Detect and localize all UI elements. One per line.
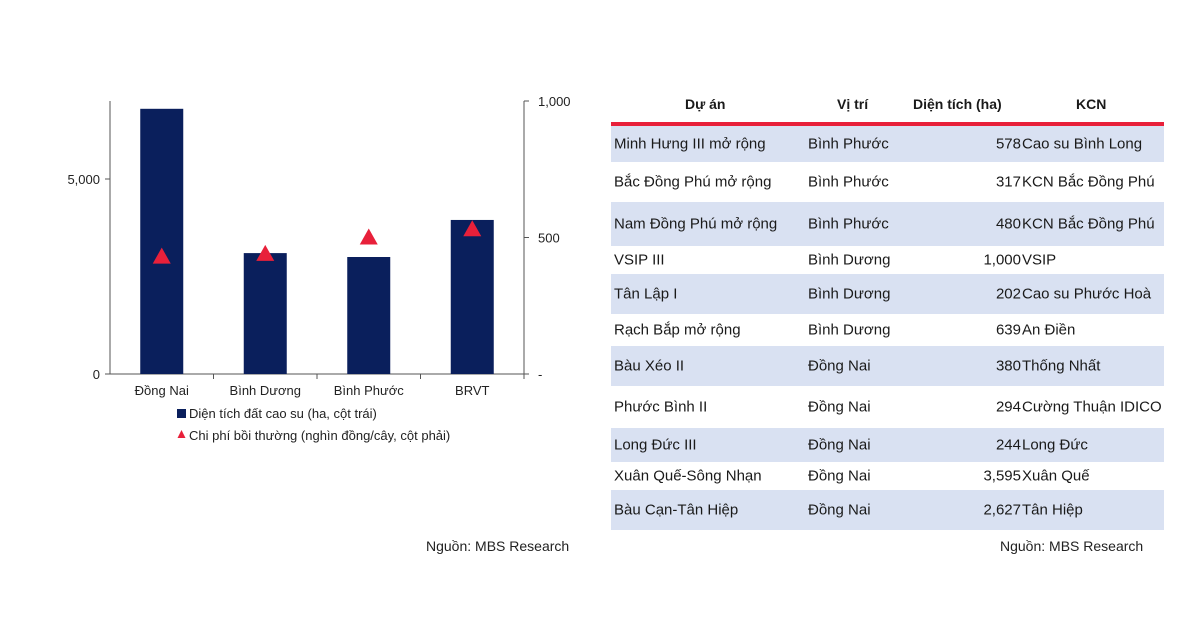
x-tick-label: BRVT: [455, 383, 490, 398]
table-row: [611, 428, 1164, 462]
table-row: [611, 346, 1164, 386]
y-right-tick-label: 500: [538, 230, 560, 246]
bar-2: [347, 257, 390, 374]
cell-area: 3,595: [983, 467, 1021, 485]
cell-location: Bình Phước: [808, 173, 889, 191]
cell-area: 2,627: [983, 501, 1021, 519]
cell-kcn: An Điền: [1022, 321, 1076, 339]
chart-source: Nguồn: MBS Research: [426, 538, 570, 554]
cell-kcn: Cao su Phước Hoà: [1022, 285, 1152, 303]
bar-0: [140, 109, 183, 374]
legend-marker-label: Chi phí bồi thường (nghìn đồng/cây, cột phải): [189, 428, 451, 443]
cell-kcn: Long Đức: [1022, 436, 1088, 454]
cell-kcn: Cao su Bình Long: [1022, 135, 1143, 153]
cell-kcn: VSIP: [1022, 251, 1057, 269]
table-row: [611, 126, 1164, 162]
cell-name: Minh Hưng III mở rộng: [614, 135, 766, 153]
cell-area: 244: [995, 436, 1021, 454]
table-source: Nguồn: MBS Research: [1000, 538, 1144, 554]
legend-bar-label: Diện tích đất cao su (ha, cột trái): [189, 406, 377, 421]
projects-table: [611, 88, 1164, 530]
cell-location: Đồng Nai: [808, 398, 871, 416]
cell-kcn: KCN Bắc Đồng Phú: [1022, 215, 1155, 233]
cell-area: 380: [995, 357, 1021, 375]
x-tick-label: Bình Phước: [333, 383, 404, 398]
cell-area: 202: [995, 285, 1021, 303]
cell-area: 294: [995, 398, 1021, 416]
cell-location: Bình Dương: [808, 251, 891, 269]
bar-3: [451, 220, 494, 374]
table-header: [611, 88, 1164, 122]
table-row: [611, 462, 1164, 490]
x-tick-label: Đồng Nai: [134, 383, 189, 398]
table-row: [611, 314, 1164, 346]
cell-area: 578: [995, 135, 1021, 153]
legend-bar-swatch: [177, 409, 186, 418]
cell-kcn: Cường Thuận IDICO: [1022, 398, 1162, 416]
bar-1: [244, 253, 287, 374]
cell-name: Phước Bình II: [614, 398, 708, 416]
header-area: Diện tích (ha): [913, 96, 1002, 112]
cell-area: 1,000: [983, 251, 1021, 269]
table-row: [611, 162, 1164, 202]
cell-area: 317: [995, 173, 1021, 191]
marker-2: [360, 229, 378, 245]
cell-location: Bình Phước: [808, 215, 889, 233]
x-tick-label: Bình Dương: [229, 383, 301, 398]
cell-location: Đồng Nai: [808, 467, 871, 485]
header-kcn: KCN: [1076, 96, 1107, 112]
cell-name: Long Đức III: [614, 436, 697, 454]
cell-name: Bàu Cạn-Tân Hiệp: [614, 501, 739, 519]
marker-1: [256, 245, 274, 261]
cell-kcn: Thống Nhất: [1022, 357, 1101, 375]
y-left-tick-label: 0: [92, 367, 100, 382]
cell-kcn: KCN Bắc Đồng Phú: [1022, 173, 1155, 191]
cell-area: 480: [995, 215, 1021, 233]
cell-location: Bình Dương: [808, 285, 891, 303]
cell-location: Đồng Nai: [808, 357, 871, 375]
cell-name: Rạch Bắp mở rộng: [614, 321, 741, 339]
cell-name: VSIP III: [614, 251, 665, 269]
y-right-tick-label: -: [538, 367, 543, 382]
cell-location: Đồng Nai: [808, 436, 871, 454]
cell-name: Bàu Xéo II: [614, 357, 685, 375]
cell-name: Xuân Quế-Sông Nhạn: [614, 467, 762, 485]
cell-location: Đồng Nai: [808, 501, 871, 519]
table-row: [611, 202, 1164, 246]
table-body: [611, 126, 1164, 530]
cell-location: Bình Phước: [808, 135, 889, 153]
table-row: [611, 490, 1164, 530]
legend-marker-swatch: [178, 430, 186, 438]
table-row: [611, 386, 1164, 428]
table-row: [611, 274, 1164, 314]
cell-kcn: Tân Hiệp: [1022, 501, 1083, 519]
cell-kcn: Xuân Quế: [1022, 467, 1090, 485]
header-location: Vị trí: [837, 96, 869, 112]
cell-location: Bình Dương: [808, 321, 891, 339]
table-row: [611, 246, 1164, 274]
cell-name: Bắc Đồng Phú mở rộng: [614, 173, 772, 191]
y-right-tick-label: 1,000: [538, 94, 571, 109]
cell-name: Tân Lập I: [614, 285, 678, 303]
cell-name: Nam Đồng Phú mở rộng: [614, 215, 778, 233]
header-name: Dự án: [685, 96, 726, 112]
cell-area: 639: [995, 321, 1021, 339]
y-left-tick-label: 5,000: [67, 172, 100, 187]
plot-area: [67, 94, 570, 443]
